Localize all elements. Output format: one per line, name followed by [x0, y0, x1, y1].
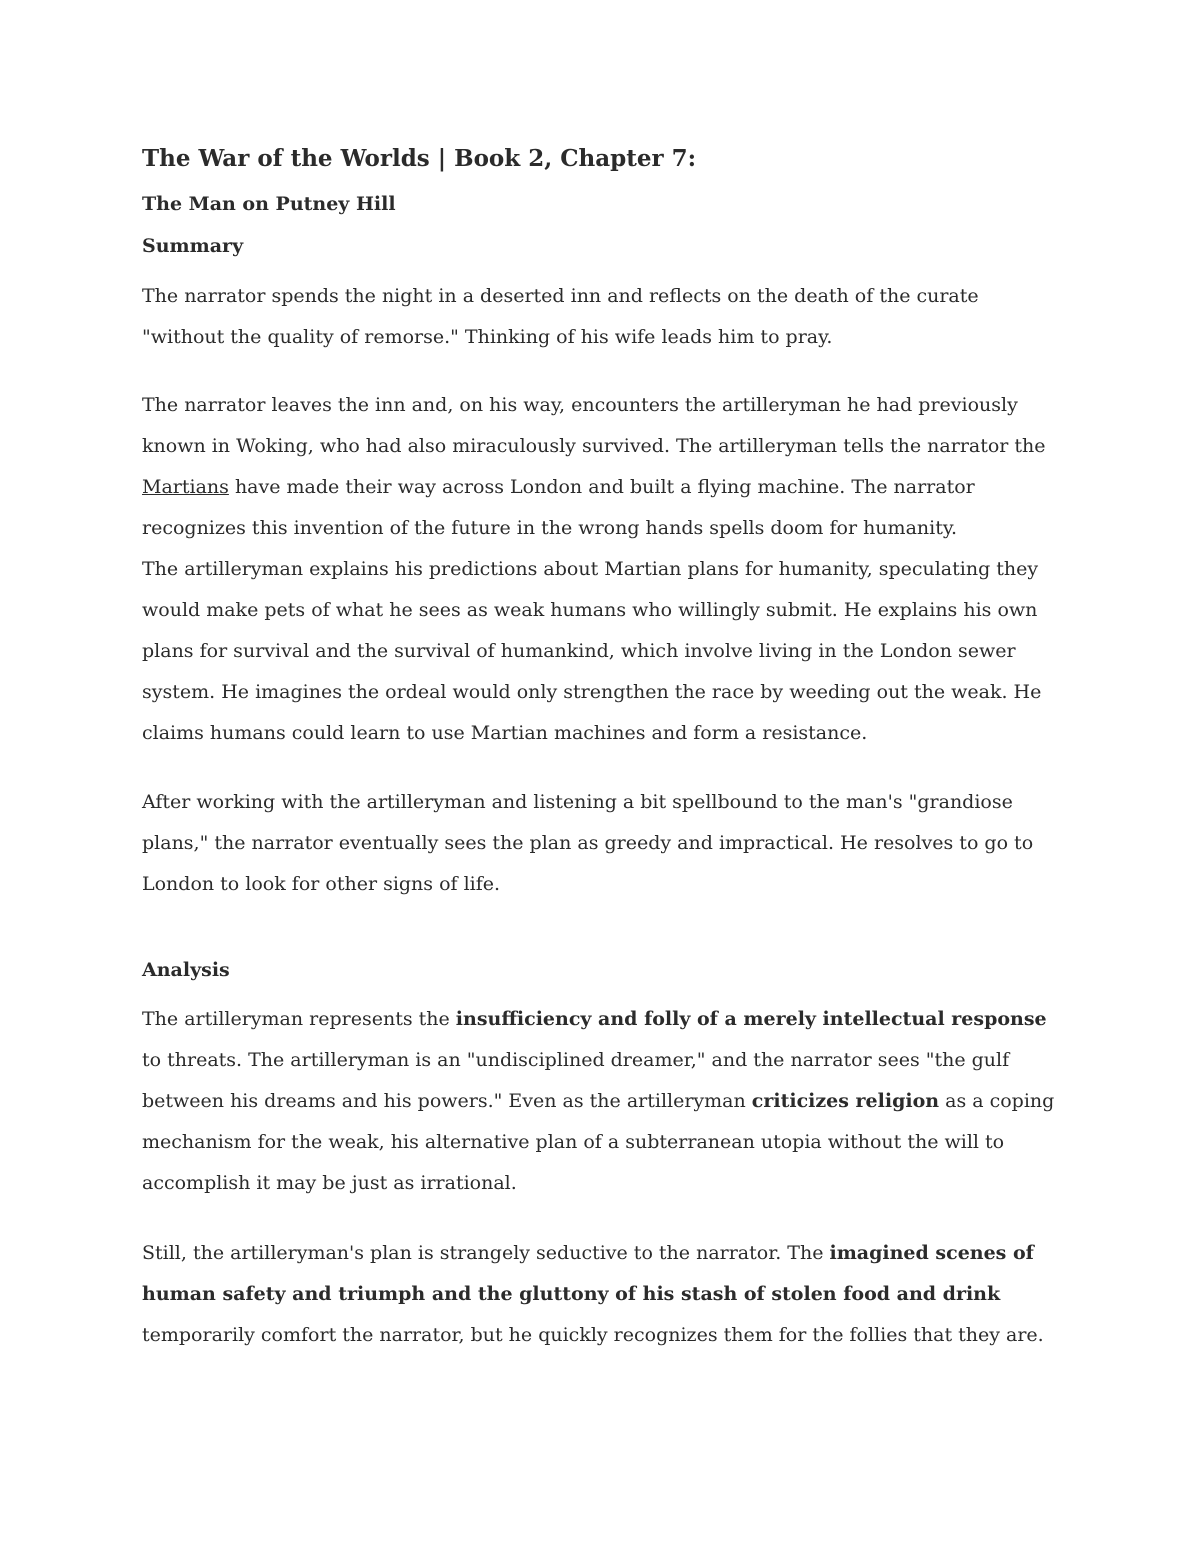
paragraph-text: temporarily comfort the narrator, but he quickly recognizes them for the follies that they are.	[142, 1324, 1044, 1346]
paragraph-text: as a coping mechanism for the weak, his alternative plan of a subterranean utopia without the will to accomplish it may be just as irrational.	[142, 1090, 1055, 1194]
paragraph-text: have made their way across London and built a flying machine. The narrator recognizes this invention of the future in the wrong hands spells doom for humanity.	[142, 476, 975, 539]
summary-paragraph-2	[142, 385, 1062, 549]
chapter-name: The Man on Putney Hill	[142, 193, 396, 215]
martians-link[interactable]: Martians	[142, 476, 229, 498]
paragraph-text: The artilleryman represents the	[142, 1008, 456, 1030]
bold-phrase: imagined scenes of human safety and triumph and the gluttony of his stash of stolen food and drink	[142, 1242, 1034, 1305]
paragraph-text: Still, the artilleryman's plan is strangely seductive to the narrator. The	[142, 1242, 830, 1264]
summary-paragraph-4: After working with the artilleryman and listening a bit spellbound to the man's "grandiose plans," the narrator eventually sees the plan as greedy and impractical. He resolves to go to London to look for other signs of life.	[142, 791, 1034, 895]
document-title: The War of the Worlds | Book 2, Chapter 7:	[142, 145, 697, 172]
analysis-paragraph-2	[142, 1233, 1062, 1356]
analysis-paragraph-1	[142, 999, 1062, 1204]
summary-paragraph-1: The narrator spends the night in a deserted inn and reflects on the death of the curate "without the quality of remorse." Thinking of his wife leads him to pray.	[142, 285, 979, 348]
bold-phrase: insufficiency and folly of a merely intellectual response	[455, 1008, 1047, 1030]
paragraph-text: to threats. The artilleryman is an "undisciplined dreamer," and the narrator sees "the gulf between his dreams and his powers." Even as the artilleryman	[142, 1049, 1010, 1112]
paragraph-text: The narrator leaves the inn and, on his way, encounters the artilleryman he had previously known in Woking, who had also miraculously survived. The artilleryman tells the narrator the	[142, 394, 1046, 457]
summary-paragraph-3: The artilleryman explains his predictions about Martian plans for humanity, speculating they would make pets of what he sees as weak humans who willingly submit. He explains his own plans for survival and the survival of humankind, which involve living in the London sewer system. He imagines the ordeal would only strengthen the race by weeding out the weak. He claims humans could learn to use Martian machines and form a resistance.	[142, 558, 1042, 744]
analysis-heading: Analysis	[142, 959, 230, 981]
bold-phrase: criticizes religion	[751, 1090, 940, 1112]
summary-heading: Summary	[142, 235, 244, 257]
